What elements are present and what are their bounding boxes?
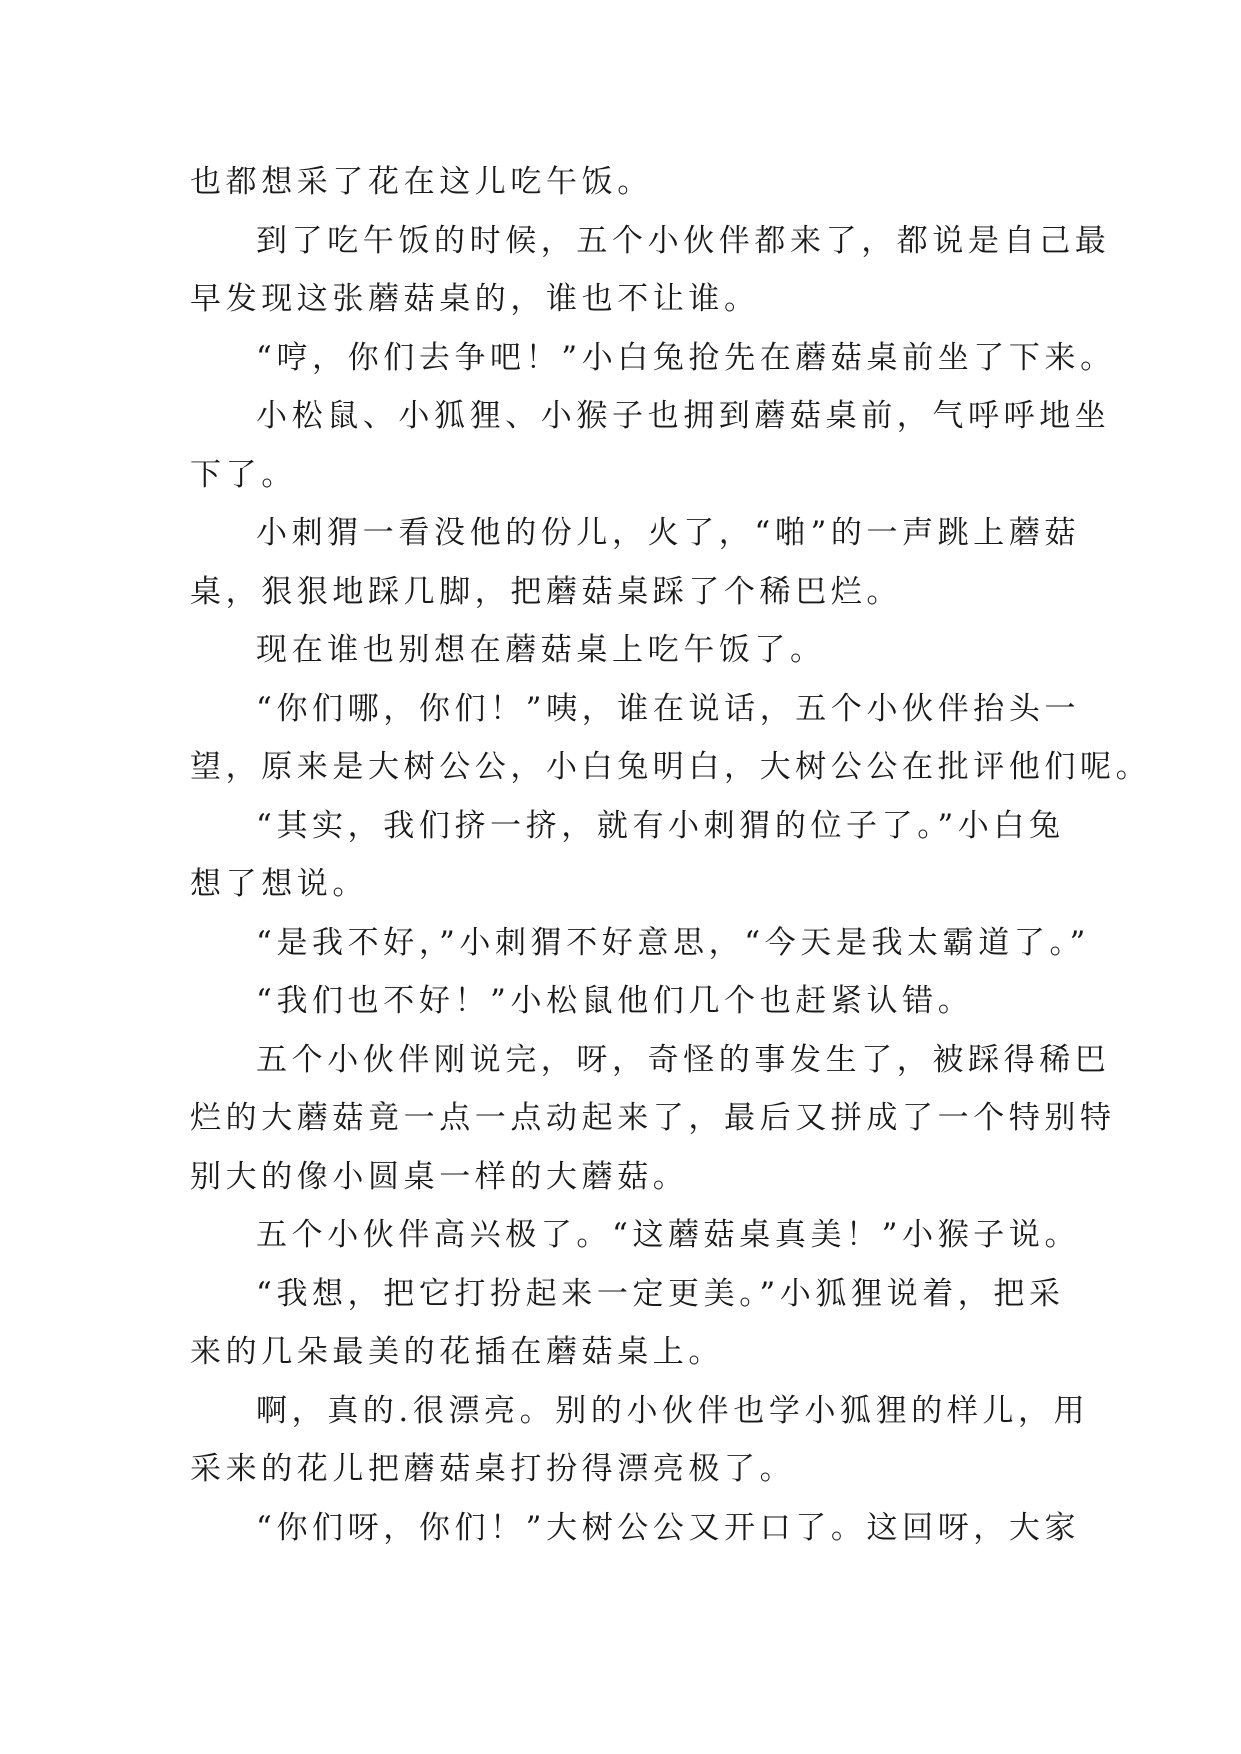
text-line: 想了想说。 [190, 866, 368, 902]
text-line: “你们哪，你们！”咦，谁在说话，五个小伙伴抬头一 [256, 690, 1081, 727]
text-line: 小松鼠、小狐狸、小猴子也拥到蘑菇桌前，气呼呼地坐 [256, 398, 1111, 434]
text-line: 也都想采了花在这儿吃午饭。 [190, 164, 653, 200]
text-line: 采来的花儿把蘑菇桌打扮得漂亮极了。 [190, 1451, 796, 1487]
text-line: “其实，我们挤一挤，就有小刺猬的位子了。”小白兔 [256, 807, 1065, 844]
text-line: 五个小伙伴高兴极了。“这蘑菇桌真美！”小猴子说。 [256, 1217, 1081, 1253]
text-line: 现在谁也别想在蘑菇桌上吃午饭了。 [256, 632, 826, 668]
text-line: 来的几朵最美的花插在蘑菇桌上。 [190, 1334, 724, 1370]
text-line: 桌，狠狠地踩几脚，把蘑菇桌踩了个稀巴烂。 [190, 573, 902, 610]
story-text-block [190, 153, 1152, 1557]
text-line: 五个小伙伴刚说完，呀，奇怪的事发生了，被踩得稀巴 [256, 1041, 1111, 1078]
text-line: 望，原来是大树公公，小白兔明白，大树公公在批评他们呢。 [190, 749, 1152, 785]
text-line: “哼，你们去争吧！”小白兔抢先在蘑菇桌前坐了下来。 [256, 339, 1116, 376]
text-line: 早发现这张蘑菇桌的，谁也不让谁。 [190, 281, 760, 317]
text-line: 小刺猬一看没他的份儿，火了，“啪”的一声跳上蘑菇 [256, 515, 1081, 551]
text-line: “我们也不好！”小松鼠他们几个也赶紧认错。 [256, 983, 974, 1019]
text-line: “你们呀，你们！”大树公公又开口了。这回呀，大家 [256, 1509, 1081, 1546]
text-line: 下了。 [190, 456, 297, 493]
text-line: 到了吃午饭的时候，五个小伙伴都来了，都说是自己最 [256, 222, 1111, 259]
text-line: “是我不好，”小刺猬不好意思，“今天是我太霸道了。” [256, 924, 1090, 961]
text-line: 啊，真的.很漂亮。别的小伙伴也学小狐狸的样儿，用 [256, 1392, 1090, 1429]
text-line: 烂的大蘑菇竟一点一点动起来了，最后又拼成了一个特别特 [190, 1100, 1116, 1136]
text-line: “我想，把它打扮起来一定更美。”小狐狸说着，把采 [256, 1275, 1065, 1312]
text-line: 别大的像小圆桌一样的大蘑菇。 [190, 1158, 689, 1195]
